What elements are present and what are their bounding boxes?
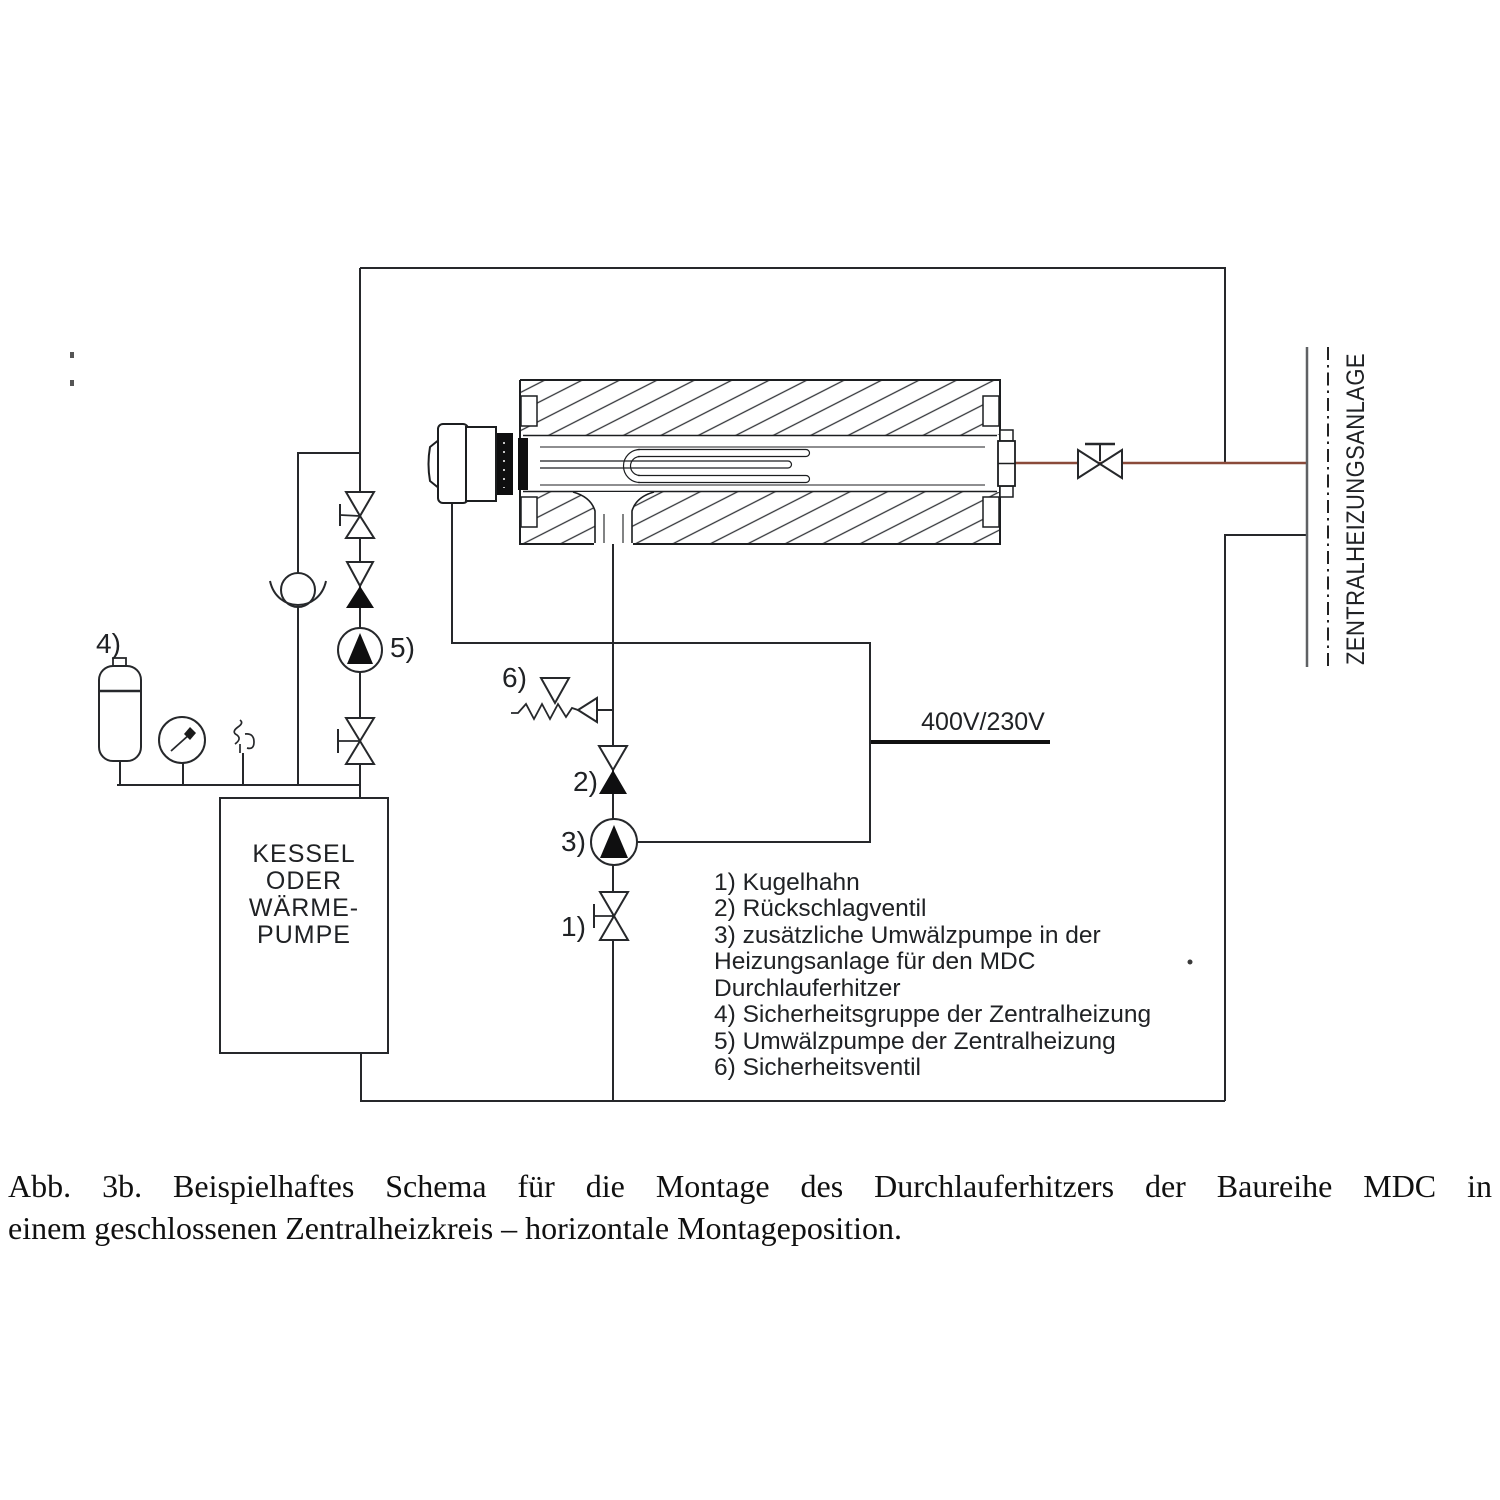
return-pipe [1225,535,1307,1101]
ball-valve-1 [594,892,628,940]
legend-line: Heizungsanlage für den MDC [714,948,1036,975]
callout-5: 5) [390,632,415,663]
legend-line: 2) Rückschlagventil [714,895,927,922]
check-valve-2 [599,746,627,794]
legend-line: 6) Sicherheitsventil [714,1054,921,1081]
callout-3: 3) [561,826,586,857]
head-cap-right [466,427,496,501]
spring-zigzag [511,704,578,719]
central-heating-wall-label: ZENTRALHEIZUNGSANLAGE [1342,309,1370,665]
shutoff-valve-lower [338,718,374,764]
central-heating-boundary [1307,347,1328,667]
air-vent [234,720,254,753]
boiler-label-line: KESSEL [252,840,356,868]
expansion-vessel [99,658,141,761]
safety-group [99,658,254,763]
callout-1: 1) [561,911,586,942]
heater-head [429,424,497,503]
main-chain-components [511,678,637,940]
legend-line: 4) Sicherheitsgruppe der Zentralheizung [714,1001,1152,1028]
left-riser-components [338,492,382,764]
boiler-label-line: WÄRME- [248,894,360,922]
power-supply-label: 400V/230V [921,708,1045,736]
expansion-branch-pipe [298,453,360,785]
callout-6: 6) [502,662,527,693]
callout-4: 4) [96,628,121,659]
heater-insulation-top [521,381,999,435]
drain-funnel [270,573,326,607]
mdc-heater [429,380,1016,544]
boiler-label-line: PUMPE [257,921,351,949]
shutoff-valve-upper [340,492,374,538]
circulation-pump-5 [338,628,382,672]
boiler-box-label [249,840,359,949]
legend-line: 1) Kugelhahn [714,869,860,896]
figure-caption-line1: Abb. 3b. Beispielhaftes Schema für die Montage des Durchlauferhitzers der Baureihe MDC in [8,1168,1492,1204]
heater-gasket [518,438,528,490]
heater-outlet-connector [998,430,1015,497]
legend-line: 5) Umwälzpumpe der Zentralheizung [714,1028,1116,1055]
head-cap-left [438,424,468,503]
supply-ball-valve [1078,444,1122,478]
figure-caption-line2: einem geschlossenen Zentralheizkreis – horizontale Montageposition. [8,1210,902,1246]
boiler-label-line: ODER [265,867,343,895]
legend-line: Durchlauferhitzer [714,975,901,1002]
legend-line: 3) zusätzliche Umwälzpumpe in der [714,922,1101,949]
check-valve-left [346,562,374,608]
callout-2: 2) [573,766,598,797]
circulation-pump-3 [591,819,637,865]
legend [714,869,1151,1081]
pressure-gauge [159,717,205,763]
